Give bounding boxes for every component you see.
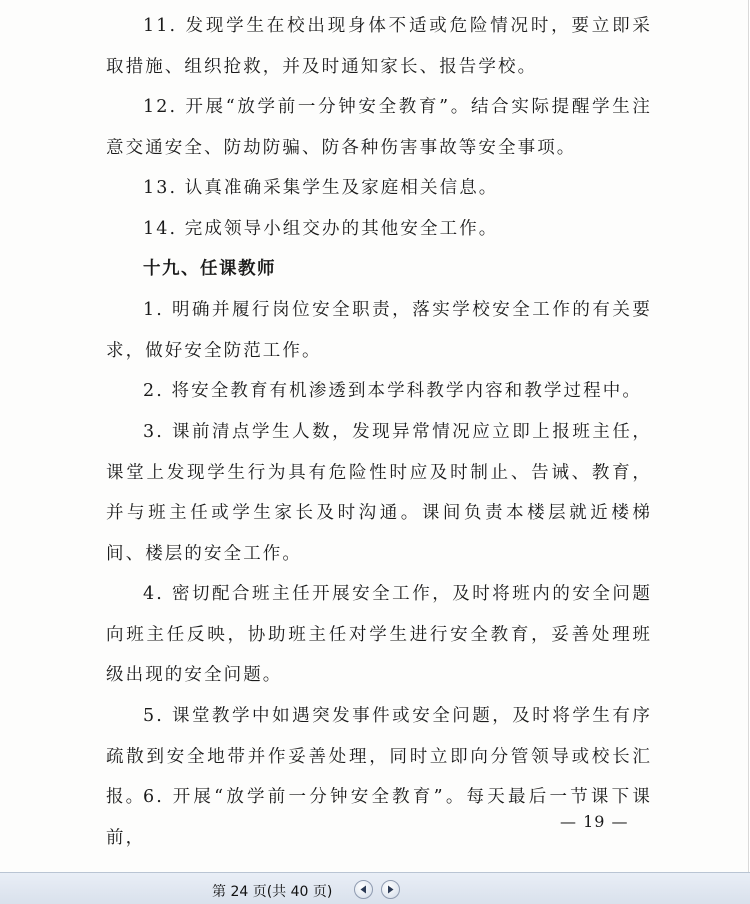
prev-page-button[interactable] [354, 880, 373, 899]
page-folio: — 19 — [560, 812, 629, 831]
paragraph-14: 14. 完成领导小组交办的其他安全工作。 [143, 219, 499, 239]
paragraph-13: 13. 认真准确采集学生及家庭相关信息。 [143, 178, 499, 198]
section-paragraph-3: 3. 课前清点学生人数，发现异常情况应立即上报班主任，课堂上发现学生行为具有危险性时应及时制止、告诫、教育，并与班主任或学生家长及时沟通。课间负责本楼层就近楼梯间、楼层的安全工作。 [106, 422, 652, 564]
section-paragraph-5: 5. 课堂教学中如遇突发事件或安全问题，及时将学生有序疏散到安全地带并作妥善处理，同时立即向分管领导或校长汇报。 [106, 706, 652, 807]
section-heading: 十九、任课教师 [143, 259, 276, 279]
page-indicator: 第 24 页(共 40 页) [212, 884, 333, 900]
section-paragraph-2: 2. 将安全教育有机渗透到本学科教学内容和教学过程中。 [143, 381, 642, 401]
paragraph-11: 11. 发现学生在校出现身体不适或危险情况时，要立即采取措施、组织抢救，并及时通知家长、报告学校。 [106, 16, 652, 77]
section-paragraph-6: 6. 开展“放学前一分钟安全教育”。每天最后一节课下课前， [106, 787, 652, 848]
next-page-icon [386, 885, 395, 894]
prev-page-icon [359, 885, 368, 894]
paragraph-12: 12. 开展“放学前一分钟安全教育”。结合实际提醒学生注意交通安全、防劫防骗、防各种伤害事故等安全事项。 [106, 97, 652, 158]
section-paragraph-4: 4. 密切配合班主任开展安全工作，及时将班内的安全问题向班主任反映，协助班主任对学生进行安全教育，妥善处理班级出现的安全问题。 [106, 584, 652, 685]
next-page-button[interactable] [381, 880, 400, 899]
section-paragraph-1: 1. 明确并履行岗位安全职责，落实学校安全工作的有关要求，做好安全防范工作。 [106, 300, 652, 361]
viewer-statusbar [0, 872, 750, 904]
